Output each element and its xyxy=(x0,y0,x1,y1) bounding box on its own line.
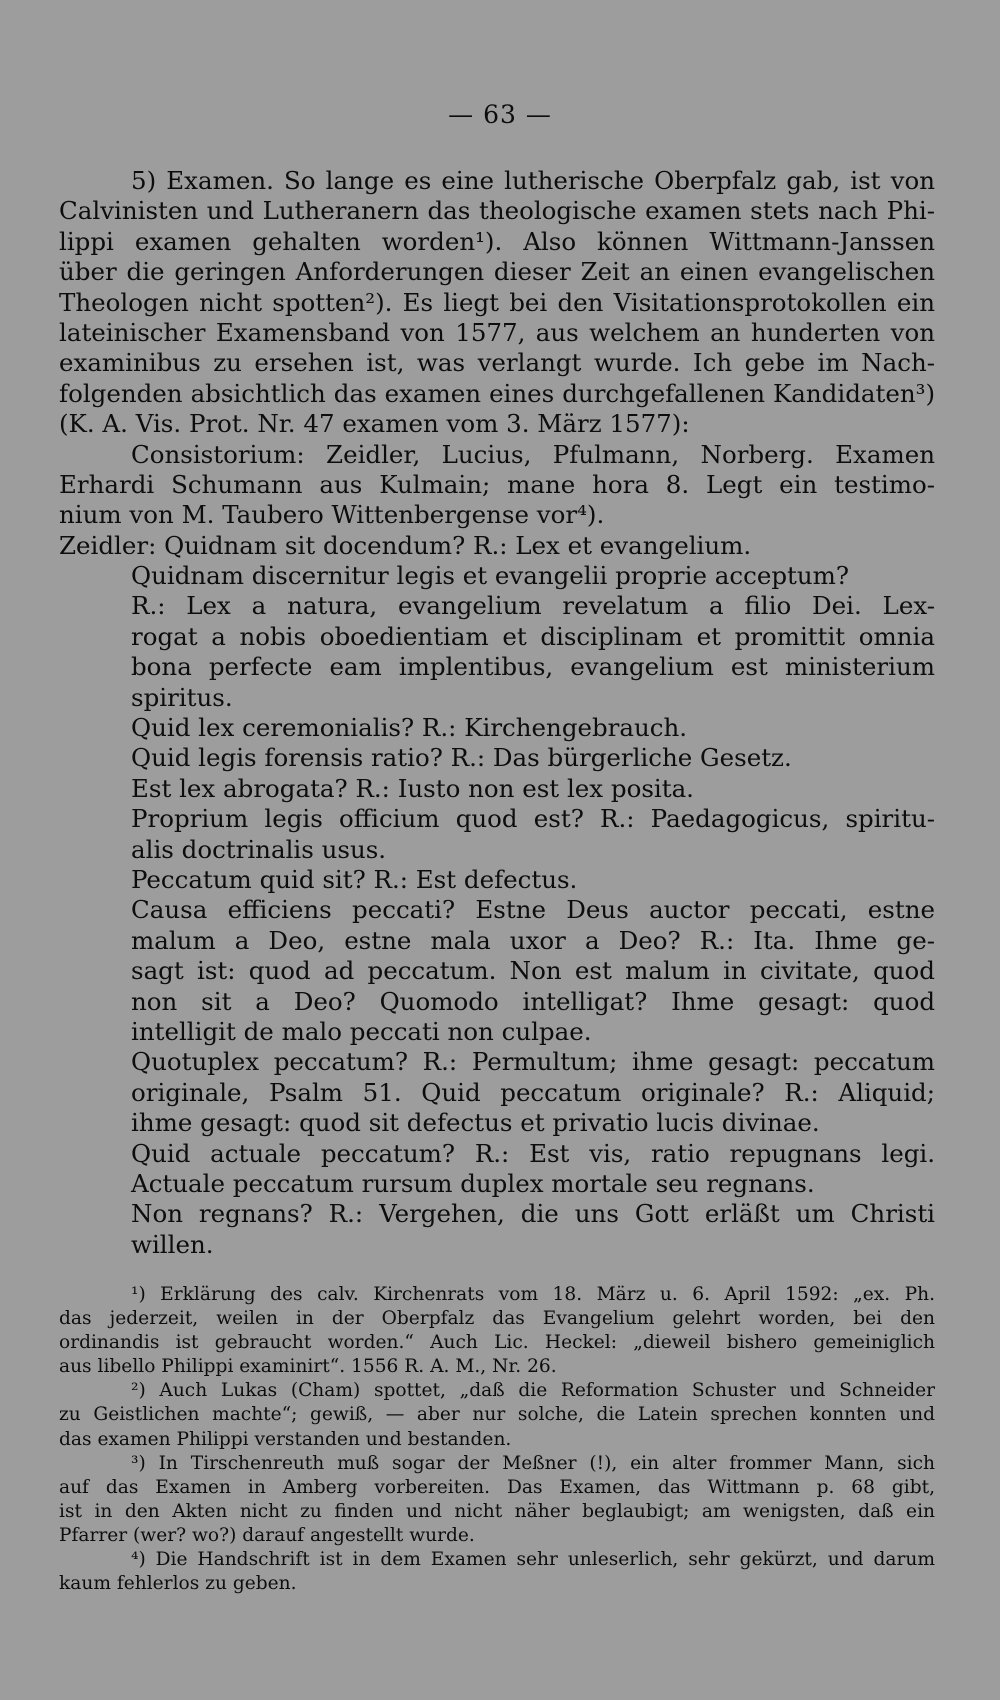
footnote-line: kaum fehlerlos zu geben. xyxy=(59,1573,297,1595)
text-line: Calvinisten und Lutheranern das theologische examen stets nach Phi- xyxy=(59,196,935,226)
footnote-line: zu Geistlichen machte“; gewiß, — aber nur solche, die Latein sprechen konnten und xyxy=(59,1404,935,1426)
text-line: lippi examen gehalten worden¹). Also können Wittmann-Janssen xyxy=(59,226,935,256)
text-line: Peccatum quid sit? R.: Est defectus. xyxy=(131,864,578,894)
text-line: Non regnans? R.: Vergehen, die uns Gott erläßt um Christi xyxy=(131,1199,935,1229)
footnote-line: das examen Philippi verstanden und bestanden. xyxy=(59,1428,512,1450)
text-line: Actuale peccatum rursum duplex mortale seu regnans. xyxy=(131,1168,815,1198)
footnote-line: Pfarrer (wer? wo?) darauf angestellt wurde. xyxy=(59,1524,475,1546)
text-line: Causa efficiens peccati? Estne Deus auctor peccati, estne xyxy=(131,895,935,925)
footnote-line: ¹) Erklärung des calv. Kirchenrats vom 18. März u. 6. April 1592: „ex. Ph. xyxy=(131,1284,935,1305)
text-line: Quid legis forensis ratio? R.: Das bürgerliche Gesetz. xyxy=(131,743,792,773)
footnote-line: aus libello Philippi examinirt“. 1556 R. A. M., Nr. 26. xyxy=(59,1356,557,1378)
text-line: examinibus zu ersehen ist, was verlangt wurde. Ich gebe im Nach- xyxy=(59,348,935,378)
footnote-line: ³) In Tirschenreuth muß sogar der Meßner (!), ein alter frommer Mann, sich xyxy=(131,1452,935,1474)
text-line: intelligit de malo peccati non culpae. xyxy=(131,1016,592,1046)
text-line: nium von M. Taubero Wittenbergense vor⁴). xyxy=(59,500,605,530)
text-line: Quid lex ceremonialis? R.: Kirchengebrauch. xyxy=(131,713,688,743)
text-line: malum a Deo, estne mala uxor a Deo? R.: Ita. Ihme ge- xyxy=(131,925,935,955)
footnote-line: ⁴) Die Handschrift ist in dem Examen sehr unleserlich, sehr gekürzt, und darum xyxy=(131,1549,935,1571)
text-line: Quid actuale peccatum? R.: Est vis, ratio repugnans legi. xyxy=(131,1138,935,1168)
footnote-line: ordinandis ist gebraucht worden.“ Auch Lic. Heckel: „dieweil bishero gemeiniglich xyxy=(59,1332,935,1354)
text-line: Quidnam discernitur legis et evangelii proprie acceptum? xyxy=(131,561,849,591)
text-line: über die geringen Anforderungen dieser Zeit an einen evangelischen xyxy=(59,257,935,287)
page-number: — 63 — xyxy=(448,100,552,129)
footnote-line: ²) Auch Lukas (Cham) spottet, „daß die Reformation Schuster und Schneider xyxy=(131,1380,935,1402)
text-line: alis doctrinalis usus. xyxy=(131,834,387,864)
text-line: Consistorium: Zeidler, Lucius, Pfulmann, Norberg. Examen xyxy=(131,439,935,469)
text-line: Theologen nicht spotten²). Es liegt bei den Visitationsprotokollen ein xyxy=(59,287,935,317)
text-line: (K. A. Vis. Prot. Nr. 47 examen vom 3. März 1577): xyxy=(59,409,690,439)
text-line: Erhardi Schumann aus Kulmain; mane hora 8. Legt ein testimo- xyxy=(59,469,935,499)
text-line: Zeidler: Quidnam sit docendum? R.: Lex et evangelium. xyxy=(59,530,752,560)
text-line: sagt ist: quod ad peccatum. Non est malum in civitate, quod xyxy=(131,956,935,986)
text-line: folgenden absichtlich das examen eines durchgefallenen Kandidaten³) xyxy=(59,378,935,408)
text-line: 5) Examen. So lange es eine lutherische Oberpfalz gab, ist von xyxy=(131,166,935,195)
text-line: ihme gesagt: quod sit defectus et privatio lucis divinae. xyxy=(131,1108,820,1138)
footnotes xyxy=(59,1283,935,1596)
footnote-line: das jederzeit, weilen in der Oberpfalz das Evangelium gelehrt worden, bei den xyxy=(59,1308,935,1330)
text-line: Est lex abrogata? R.: Iusto non est lex posita. xyxy=(131,773,694,803)
text-line: bona perfecte eam implentibus, evangelium est ministerium xyxy=(131,652,935,682)
text-line: rogat a nobis oboedientiam et disciplinam et promittit omnia xyxy=(131,621,935,651)
footnote-line: auf das Examen in Amberg vorbereiten. Das Examen, das Wittmann p. 68 gibt, xyxy=(59,1476,935,1498)
text-line: R.: Lex a natura, evangelium revelatum a filio Dei. Lex- xyxy=(131,591,935,621)
text-line: originale, Psalm 51. Quid peccatum originale? R.: Aliquid; xyxy=(131,1077,935,1107)
main-text xyxy=(59,166,935,1260)
text-line: spiritus. xyxy=(131,682,233,712)
text-line: willen. xyxy=(131,1229,214,1259)
text-line: non sit a Deo? Quomodo intelligat? Ihme gesagt: quod xyxy=(131,986,935,1016)
text-line: Quotuplex peccatum? R.: Permultum; ihme gesagt: peccatum xyxy=(131,1047,935,1077)
text-line: Proprium legis officium quod est? R.: Paedagogicus, spiritu- xyxy=(131,804,935,834)
text-line: lateinischer Examensband von 1577, aus welchem an hunderten von xyxy=(59,317,935,347)
footnote-line: ist in den Akten nicht zu finden und nicht näher beglaubigt; am wenigsten, daß ein xyxy=(59,1500,935,1522)
